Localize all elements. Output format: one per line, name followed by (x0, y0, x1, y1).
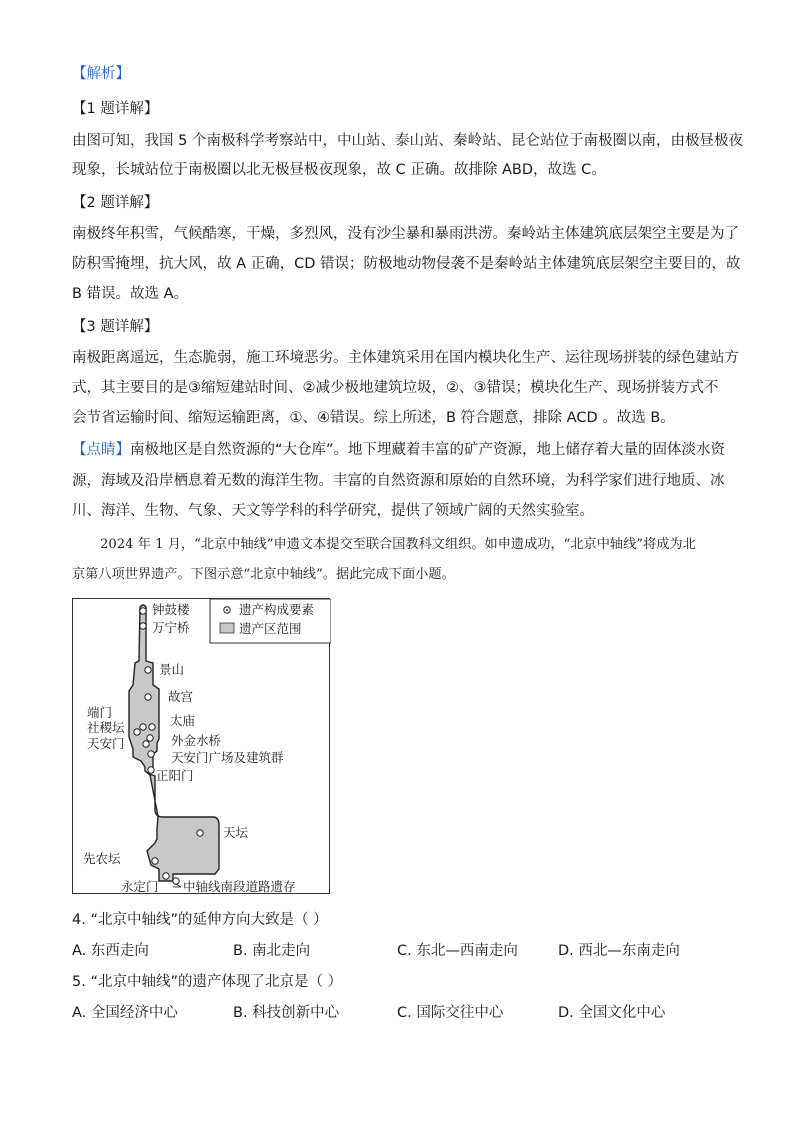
label-guangchang: 天安门广场及建筑群 (171, 750, 284, 765)
label-zhonggulou: 钟鼓楼 (152, 602, 190, 617)
q5-option-d[interactable]: D. 全国文化中心 (558, 1005, 666, 1021)
q3-line-3: 会节省运输时间、缩短运输距离，①、④错误。综上所述，B 符合题意，排除 ACD 。故选 B。 (72, 410, 675, 426)
analysis-header: 【解析】 (72, 66, 130, 82)
label-yongdingmen: 永定门 (121, 879, 159, 894)
marker-guangchang (148, 751, 154, 757)
q2-line-1: 南极终年积雪，气候酷寒，干燥，多烈风，没有沙尘暴和暴雨洪涝。秦岭站主体建筑底层架空主要是为了 (72, 226, 739, 242)
marker-jingshan (145, 667, 151, 673)
marker-xiannongtan (152, 858, 158, 864)
tip-line-2: 源，海域及沿岸栖息着无数的海洋生物。丰富的自然资源和原始的自然环境，为科学家们进行地质、冰 (72, 473, 725, 489)
marker-duanmen (140, 724, 146, 730)
label-gugong: 故宫 (168, 689, 194, 704)
q4-stem: 4. “北京中轴线”的延伸方向大致是（ ） (72, 912, 328, 928)
intro-line-2: 京第八项世界遗产。下图示意“北京中轴线”。据此完成下面小题。 (72, 567, 455, 582)
marker-yongdingmen (163, 873, 169, 879)
q3-line-2: 式，其主要目的是③缩短建站时间、②减少极地建筑垃圾，②、③错误；模块化生产、现场拼装方式不 (72, 380, 719, 396)
q4-option-d[interactable]: D. 西北—东南走向 (558, 943, 680, 959)
marker-shejitan (134, 729, 140, 735)
label-nanduan: 中轴线南段道路遗存 (183, 879, 296, 894)
label-duanmen: 端门 (87, 705, 113, 720)
label-wanningqiao: 万宁桥 (152, 620, 190, 635)
marker-nanduan (173, 878, 179, 884)
tip-line-3: 川、海洋、生物、气象、天文等学科的科学研究，提供了领域广阔的天然实验室。 (72, 503, 594, 519)
q1-title: 【1 题详解】 (72, 101, 159, 117)
marker-waijinshuiqiao (147, 735, 153, 741)
label-taimiao: 太庙 (170, 713, 196, 728)
q5-option-b[interactable]: B. 科技创新中心 (233, 1005, 340, 1021)
label-shejitan: 社稷坛 (87, 720, 125, 735)
label-xiannongtan: 先农坛 (83, 851, 121, 866)
q3-title: 【3 题详解】 (72, 319, 159, 335)
q4-option-b[interactable]: B. 南北走向 (233, 943, 311, 959)
marker-zhonggulou (140, 608, 146, 614)
q5-stem: 5. “北京中轴线”的遗产体现了北京是（ ） (72, 974, 343, 990)
label-zhengyangmen: 正阳门 (156, 768, 194, 783)
marker-wanningqiao (140, 623, 146, 629)
legend-area-label: 遗产区范围 (239, 621, 302, 636)
map-svg (73, 599, 331, 895)
beijing-central-axis-map (72, 598, 330, 894)
legend-area-swatch (220, 623, 234, 633)
tip-line-1 (72, 440, 732, 460)
marker-tiananmen (143, 741, 149, 747)
q5-option-a[interactable]: A. 全国经济中心 (72, 1005, 178, 1021)
marker-zhengyangmen (148, 767, 154, 773)
marker-taimiao (149, 724, 155, 730)
q1-line-1: 由图可知，我国 5 个南极科学考察站中，中山站、泰山站、秦岭站、昆仑站位于南极圈以南，由极昼极夜 (72, 133, 743, 149)
tip-label: 【点睛】 (72, 442, 130, 458)
q4-option-c[interactable]: C. 东北—西南走向 (397, 943, 518, 959)
marker-gugong (145, 694, 151, 700)
label-jingshan: 景山 (159, 662, 185, 677)
legend-element-label: 遗产构成要素 (239, 602, 315, 617)
q5-option-c[interactable]: C. 国际交往中心 (397, 1005, 504, 1021)
q1-line-2: 现象，长城站位于南极圈以北无极昼极夜现象，故 C 正确。故排除 ABD，故选 C。 (72, 162, 606, 178)
label-waijinshuiqiao: 外金水桥 (171, 733, 222, 748)
q4-option-a[interactable]: A. 东西走向 (72, 943, 149, 959)
tip-text-1: 南极地区是自然资源的“大仓库”。地下埋藏着丰富的矿产资源，地上储存着大量的固体淡水资 (130, 442, 726, 458)
q2-line-3: B 错误。故选 A。 (72, 286, 189, 302)
intro-line-1: 2024 年 1 月，“北京中轴线”申遗文本提交至联合国教科文组织。如申遗成功，“北京中轴线”将成为北 (100, 537, 696, 552)
marker-tiantan (197, 830, 203, 836)
q3-line-1: 南极距离遥远，生态脆弱，施工环境恶劣。主体建筑采用在国内模块化生产、运往现场拼装的绿色建站方 (72, 350, 739, 366)
q2-line-2: 防积雪掩埋，抗大风，故 A 正确，CD 错误；防极地动物侵袭不是秦岭站主体建筑底层架空主要目的，故 (72, 256, 741, 272)
label-tiananmen: 天安门 (87, 736, 125, 751)
label-tiantan: 天坛 (223, 825, 249, 840)
q2-title: 【2 题详解】 (72, 195, 159, 211)
